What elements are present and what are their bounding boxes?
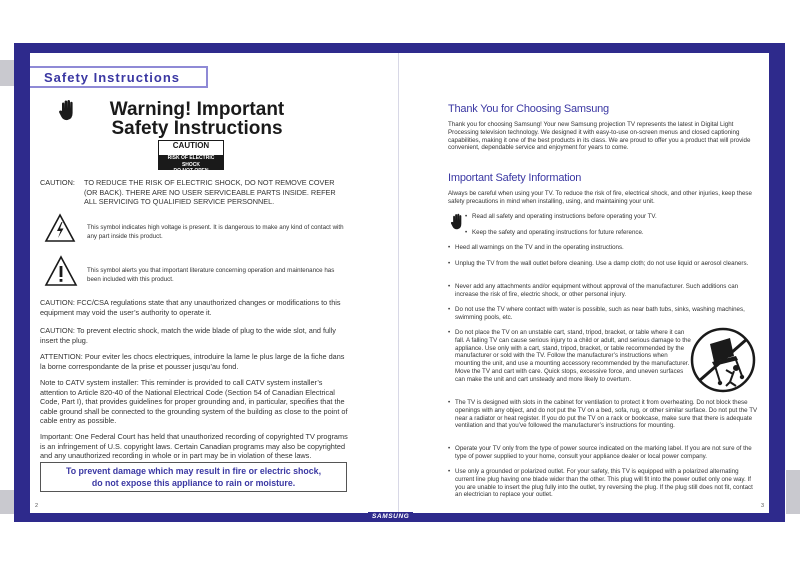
caution-main-label: CAUTION: xyxy=(40,178,75,187)
edge-tab xyxy=(0,60,14,86)
warning-title-line1: Warning! Important xyxy=(109,99,285,120)
bullet-marker: • xyxy=(448,399,451,406)
cart-tip-over-warning-icon xyxy=(690,326,756,394)
bullet-text: Do not use the TV where contact with water is possible, such as near bath tubs, sinks, washing machines, swimming pools, etc. xyxy=(455,306,745,321)
literature-alert-description: This symbol alerts you that important literature concerning operation and maintenance has been included with this product. xyxy=(87,267,335,283)
page-frame-top xyxy=(14,43,785,53)
bullet-marker: • xyxy=(448,283,451,290)
bullet-marker: • xyxy=(465,213,468,220)
exclamation-warning-icon xyxy=(44,255,78,287)
bullet-marker: • xyxy=(448,468,451,475)
bullet-text: Keep the safety and operating instructions for future reference. xyxy=(472,229,644,236)
bullet-marker: • xyxy=(448,260,451,267)
fcc-caution-paragraph: CAUTION: FCC/CSA regulations state that any unauthorized changes or modifications to this equipment may void the user’s authority to operate it. xyxy=(40,298,341,317)
page-number-left: 2 xyxy=(35,503,39,509)
caution-label: CAUTION xyxy=(172,141,210,150)
bullet-text: Heed all warnings on the TV and in the operating instructions. xyxy=(455,244,624,251)
page-gutter xyxy=(398,53,399,513)
safety-info-heading: Important Safety Information xyxy=(448,172,582,184)
catv-note-paragraph: Note to CATV system installer: This reminder is provided to call CATV system installer’s attention to Article 820-40 of the National Electrical Code (Section 54 of Canadian Electrical Code, Part I), that provides guidelines for proper grounding and, in particular, specifies that the cable ground shall be connected to the grounding system of the building as close to the point of cable entry as possible. xyxy=(40,378,348,426)
caution-sub-line2: DO NOT OPEN xyxy=(173,168,209,174)
thanks-heading: Thank You for Choosing Samsung xyxy=(448,103,609,115)
page-frame-right xyxy=(769,43,785,522)
section-title: Safety Instructions xyxy=(44,70,181,85)
warning-title-line2: Safety Instructions xyxy=(111,118,283,139)
safety-info-paragraph: Always be careful when using your TV. To reduce the risk of fire, electrical shock, and other injuries, keep these safety precautions in mind when installing, using, and maintaining your unit. xyxy=(448,190,752,205)
attention-paragraph: ATTENTION: Pour eviter les chocs electriques, introduire la lame le plus large de la fiche dans la borne correspondante de la prise et pousser jusqu’au fond. xyxy=(40,352,345,371)
bullet-text: Operate your TV only from the type of power source indicated on the marking label. If you are not sure of the type of power supplied to your home, consult your appliance dealer or local power company. xyxy=(455,445,752,460)
edge-tab xyxy=(0,490,14,514)
bullet-marker: • xyxy=(465,229,468,236)
bullet-marker: • xyxy=(448,306,451,313)
moisture-warning-line2: do not expose this appliance to rain or moisture. xyxy=(91,477,296,488)
caution-sub-line1: RISK OF ELECTRIC SHOCK xyxy=(167,155,215,168)
high-voltage-icon xyxy=(44,213,76,243)
high-voltage-description: This symbol indicates high voltage is present. It is dangerous to make any kind of contact with any part inside this product. xyxy=(87,224,344,240)
warning-title xyxy=(62,100,332,138)
bullet-text: The TV is designed with slots in the cabinet for ventilation to protect it from overheating. Do not block these openings with any object, and do not put the TV on a bed, sofa, rug, or other similar surface. Do not put the TV near a radiator or heat register. If you do put the TV on a rack or bookcase, make sure that there is adequate ventilation and that you’ve followed the manufacturer’s instructions for mounting. xyxy=(455,399,758,430)
page-number-right: 3 xyxy=(761,503,765,509)
caution-main-text: TO REDUCE THE RISK OF ELECTRIC SHOCK, DO NOT REMOVE COVER (OR BACK). THERE ARE NO USER SERVICEABLE PARTS INSIDE. REFER ALL SERVICING TO QUALIFIED SERVICE PERSONNEL. xyxy=(84,178,336,207)
moisture-warning-line1: To prevent damage which may result in fire or electric shock, xyxy=(65,466,322,476)
plug-caution-paragraph: CAUTION: To prevent electric shock, match the wide blade of plug to the wide slot, and fully insert the plug. xyxy=(40,326,336,345)
samsung-logo: SAMSUNG xyxy=(368,512,413,521)
bullet-text: Use only a grounded or polarized outlet. For your safety, this TV is equipped with a polarized alternating current line plug having one blade wider than the other. This plug will fit into the power outlet only one way. If you are unable to insert the plug fully into the outlet, try reversing the plug. If the plug still does not fit, contact an electrician to replace your outlet. xyxy=(455,468,753,499)
thanks-paragraph: Thank you for choosing Samsung! Your new Samsung projection TV represents the latest in Digital Light Processing television technology. We designed it with easy-to-use on-screen menus and closed captioning capabilities, making it one of the best products in its class. We are proud to offer you a product that will provide convenient, dependable service and enjoyment for years to come. xyxy=(448,121,751,152)
moisture-warning-text xyxy=(40,466,347,489)
bullet-text: Never add any attachments and/or equipment without approval of the manufacturer. Such additions can increase the risk of fire, electric shock, or other personal injury. xyxy=(455,283,739,298)
bullet-marker: • xyxy=(448,445,451,452)
bullet-text: Read all safety and operating instructions before operating your TV. xyxy=(472,213,657,220)
bullet-marker: • xyxy=(448,329,451,336)
bullet-marker: • xyxy=(448,244,451,251)
page-frame-left xyxy=(14,43,30,522)
stop-hand-icon xyxy=(450,213,464,230)
bullet-text: Unplug the TV from the wall outlet before cleaning. Use a damp cloth; do not use liquid or aerosol cleaners. xyxy=(455,260,749,267)
copyright-paragraph: Important: One Federal Court has held that unauthorized recording of copyrighted TV programs is an infringement of U.S. copyright laws. Certain Canadian programs may also be copyrighted and any unauthorized recording in whole or in part may be in violation of these laws. xyxy=(40,432,348,461)
edge-tab xyxy=(786,470,800,514)
caution-sublabel xyxy=(159,155,223,174)
bullet-text: Do not place the TV on an unstable cart, stand, tripod, bracket, or table where it can fall. A falling TV can cause serious injury to a child or adult, and serious damage to the appliance. Use only with a cart, stand, tripod, bracket, or table recommended by the manufacturer or sold with the TV. Follow the manufacturer’s instructions when mounting the unit, and use a mounting accessory recommended by the manufacturer. Move the TV and cart with care. Quick stops, excessive force, and uneven surfaces can make the unit and cart unsteady and more likely to overturn. xyxy=(455,329,691,383)
